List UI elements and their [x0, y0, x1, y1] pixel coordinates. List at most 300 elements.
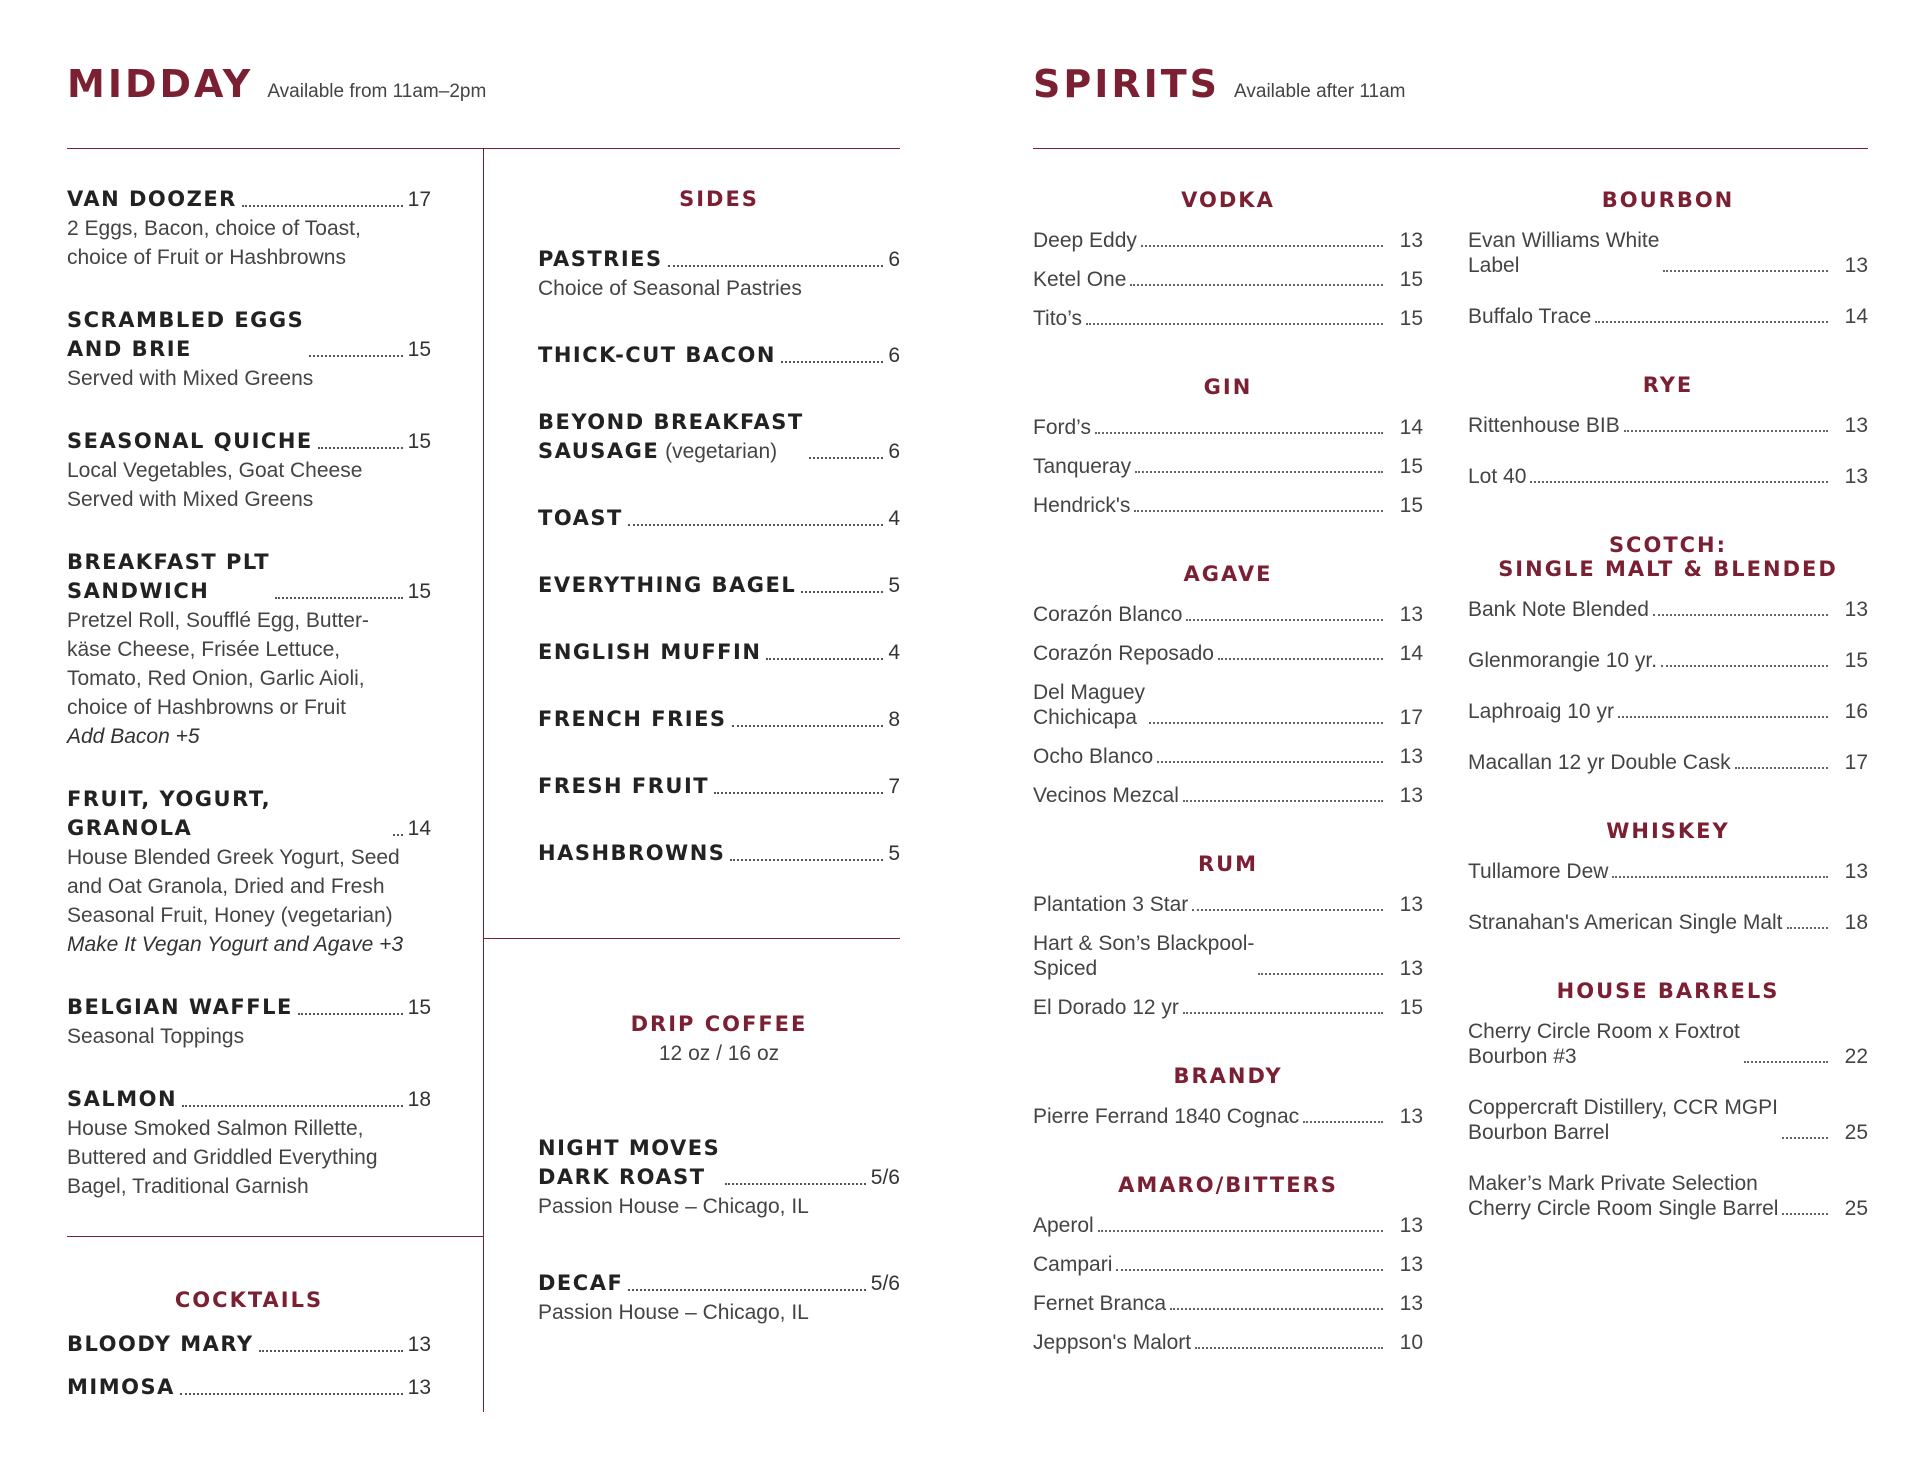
menu-item-line	[538, 1134, 900, 1192]
menu-item	[538, 772, 900, 801]
dot-leader	[309, 355, 402, 357]
spirit-price: 15	[1399, 307, 1423, 330]
menu-item	[67, 548, 431, 751]
menu-item-price: 15	[407, 338, 431, 361]
spirit-category	[1468, 979, 1868, 1221]
spirit-name: Ketel One	[1033, 268, 1127, 291]
menu-item-name-text: THICK-CUT BACON	[538, 343, 776, 367]
dot-leader	[1098, 1230, 1383, 1232]
spirit-price: 13	[1399, 1292, 1423, 1315]
menu-item	[538, 504, 900, 533]
menu-item	[538, 1134, 900, 1221]
menu-item-description: House Smoked Salmon Rillette, Buttered and Griddled Everything Bagel, Traditional Garnish	[67, 1117, 378, 1198]
menu-item-description: Passion House – Chicago, IL	[538, 1301, 809, 1324]
cocktails-rule	[67, 1236, 483, 1237]
menu-item-price: 4	[888, 641, 900, 664]
spirit-price: 16	[1844, 700, 1868, 723]
spirit-name: Buffalo Trace	[1468, 305, 1592, 328]
menu-item-line	[67, 993, 431, 1022]
dot-leader	[1618, 716, 1828, 718]
dot-leader	[182, 1105, 403, 1107]
spirit-category	[1468, 373, 1868, 489]
dot-leader	[1624, 430, 1828, 432]
dot-leader	[1192, 909, 1383, 911]
coffee-rule	[484, 938, 900, 939]
menu-item	[538, 571, 900, 600]
menu-item-name-text: BREAKFAST PLT SANDWICH	[67, 550, 271, 603]
dot-leader	[1661, 665, 1828, 667]
spirit-name: Macallan 12 yr Double Cask	[1468, 751, 1731, 774]
spirit-price: 14	[1399, 642, 1423, 665]
spirit-row	[1033, 306, 1423, 331]
spirit-category	[1033, 1064, 1423, 1129]
menu-item-price: 18	[407, 1088, 431, 1111]
spirit-row	[1468, 910, 1868, 935]
menu-item-line	[67, 1330, 431, 1359]
menu-item-description: Choice of Seasonal Pastries	[538, 277, 802, 300]
spirit-price: 13	[1844, 598, 1868, 621]
menu-item-price: 13	[407, 1376, 431, 1399]
spirit-row	[1468, 648, 1868, 673]
midday-items	[67, 185, 431, 1235]
menu-item-name-text: BLOODY MARY	[67, 1332, 254, 1356]
dot-leader	[732, 725, 884, 727]
dot-leader	[1086, 323, 1383, 325]
menu-item-name-text: TOAST	[538, 506, 623, 530]
spirit-price: 13	[1844, 254, 1868, 277]
spirit-row	[1033, 744, 1423, 769]
spirit-row	[1468, 1019, 1868, 1069]
spirit-name: Plantation 3 Star	[1033, 893, 1189, 916]
spirit-name: Lot 40	[1468, 465, 1527, 488]
menu-item	[538, 1269, 900, 1327]
dot-leader	[1303, 1121, 1383, 1123]
menu-item-price: 6	[888, 440, 900, 463]
spirit-name: Fernet Branca	[1033, 1292, 1167, 1315]
menu-item-name	[538, 638, 761, 667]
dot-leader	[730, 859, 883, 861]
spirit-name: Corazón Blanco	[1033, 603, 1183, 626]
menu-item-price: 15	[407, 430, 431, 453]
spirit-row	[1033, 1330, 1423, 1355]
coffee-section	[538, 1012, 900, 1375]
spirits-right-column	[1468, 188, 1868, 1265]
spirit-row	[1468, 699, 1868, 724]
midday-header	[67, 62, 486, 106]
spirit-row	[1468, 1095, 1868, 1145]
spirit-category	[1033, 188, 1423, 331]
spirit-category	[1033, 562, 1423, 808]
spirit-category	[1468, 533, 1868, 775]
dot-leader	[393, 834, 403, 836]
spirit-row	[1033, 602, 1423, 627]
spirit-name: Hart & Son’s Blackpool- Spiced	[1033, 932, 1255, 980]
menu-item	[67, 185, 431, 272]
spirit-category	[1033, 852, 1423, 1020]
spirit-row	[1033, 1104, 1423, 1129]
spirit-name: Deep Eddy	[1033, 229, 1137, 252]
menu-item-name	[538, 839, 725, 868]
spirit-name: Laphroaig 10 yr	[1468, 700, 1614, 723]
midday-title: MIDDAY	[67, 62, 254, 106]
spirit-price: 10	[1399, 1331, 1423, 1354]
menu-item-name	[538, 408, 804, 466]
menu-item-line	[67, 306, 431, 364]
menu-item-price: 15	[407, 996, 431, 1019]
spirit-row	[1468, 1171, 1868, 1221]
menu-item-price: 5	[888, 574, 900, 597]
spirit-price: 15	[1399, 455, 1423, 478]
spirit-price: 15	[1399, 996, 1423, 1019]
menu-item-name-text: PASTRIES	[538, 247, 663, 271]
spirit-category	[1468, 188, 1868, 329]
menu-item-description: Served with Mixed Greens	[67, 367, 314, 390]
menu-item-price: 17	[407, 188, 431, 211]
spirit-row	[1033, 680, 1423, 730]
menu-item	[538, 408, 900, 466]
spirit-category-title: BRANDY	[1173, 1064, 1283, 1088]
dot-leader	[1735, 767, 1828, 769]
spirit-name: Stranahan's American Single Malt	[1468, 911, 1783, 934]
spirit-price: 13	[1399, 229, 1423, 252]
dot-leader	[1183, 800, 1383, 802]
menu-item	[67, 306, 431, 393]
menu-item-price: 15	[407, 580, 431, 603]
spirit-row	[1033, 267, 1423, 292]
dot-leader	[714, 792, 883, 794]
spirit-price: 13	[1399, 893, 1423, 916]
coffee-title: DRIP COFFEE	[630, 1012, 808, 1036]
spirit-category-title: BOURBON	[1601, 188, 1735, 212]
menu-item-name	[67, 185, 237, 214]
spirit-name: El Dorado 12 yr	[1033, 996, 1179, 1019]
menu-item-name	[538, 705, 727, 734]
spirit-row	[1033, 1213, 1423, 1238]
menu-item-description: House Blended Greek Yogurt, Seed and Oat Granola, Dried and Fresh Seasonal Fruit, Honey (vegetarian)	[67, 846, 400, 927]
spirit-name: Bank Note Blended	[1468, 598, 1649, 621]
sides-list	[538, 245, 900, 868]
menu-item	[67, 1085, 431, 1201]
dot-leader	[275, 597, 403, 599]
menu-item-line	[538, 504, 900, 533]
spirit-price: 13	[1399, 1214, 1423, 1237]
dot-leader	[781, 361, 883, 363]
cocktails-list	[67, 1330, 431, 1402]
spirit-name: Ford’s	[1033, 416, 1091, 439]
dot-leader	[809, 457, 884, 459]
menu-item-name-text: VAN DOOZER	[67, 187, 237, 211]
dot-leader	[1653, 614, 1828, 616]
spirit-row	[1033, 995, 1423, 1020]
menu-item-description: 2 Eggs, Bacon, choice of Toast, choice of Fruit or Hashbrowns	[67, 217, 361, 269]
dot-leader	[725, 1183, 866, 1185]
menu-item-line	[538, 638, 900, 667]
spirit-name: Pierre Ferrand 1840 Cognac	[1033, 1105, 1300, 1128]
menu-item-name	[67, 548, 270, 606]
menu-item-line	[538, 772, 900, 801]
dot-leader	[801, 591, 883, 593]
spirit-name: Coppercraft Distillery, CCR MGPI Bourbon Barrel	[1468, 1096, 1778, 1144]
spirit-row	[1468, 859, 1868, 884]
spirit-row	[1033, 415, 1423, 440]
dot-leader	[1530, 481, 1828, 483]
spirit-category-title: RUM	[1197, 852, 1259, 876]
menu-item	[67, 993, 431, 1051]
menu-item-name	[538, 571, 796, 600]
menu-item-line	[538, 839, 900, 868]
menu-item-name	[538, 341, 776, 370]
menu-item-name	[67, 427, 313, 456]
spirit-category-title: RYE	[1642, 373, 1694, 397]
menu-item-price: 5/6	[870, 1166, 900, 1189]
spirit-row	[1033, 454, 1423, 479]
menu-item-name	[538, 772, 709, 801]
dot-leader	[1095, 432, 1383, 434]
spirit-row	[1468, 750, 1868, 775]
dot-leader	[1218, 658, 1383, 660]
menu-item-line	[67, 1085, 431, 1114]
spirit-category-title: HOUSE BARRELS	[1556, 979, 1780, 1003]
menu-item-name-text: HASHBROWNS	[538, 841, 726, 865]
menu-item-description: Pretzel Roll, Soufflé Egg, Butter- käse Cheese, Frisée Lettuce, Tomato, Red Onion, Garlic Aioli, choice of Hashbrowns or Fruit	[67, 609, 369, 719]
spirit-price: 17	[1399, 706, 1423, 729]
dot-leader	[1183, 1012, 1383, 1014]
spirit-price: 13	[1399, 603, 1423, 626]
dot-leader	[1612, 876, 1828, 878]
menu-item-name-text: FRESH FRUIT	[538, 774, 710, 798]
spirit-row	[1033, 892, 1423, 917]
menu-item-line	[538, 571, 900, 600]
menu-item-price: 5	[888, 842, 900, 865]
spirit-category	[1033, 1173, 1423, 1355]
dot-leader	[1744, 1061, 1828, 1063]
menu-item-price: 5/6	[870, 1272, 900, 1295]
spirit-price: 13	[1399, 1105, 1423, 1128]
dot-leader	[1663, 270, 1828, 272]
spirit-price: 13	[1844, 860, 1868, 883]
menu-item-price: 4	[888, 507, 900, 530]
spirit-category-title: AGAVE	[1183, 562, 1273, 586]
cocktails-title: COCKTAILS	[174, 1288, 324, 1312]
spirit-name: Aperol	[1033, 1214, 1094, 1237]
spirit-price: 25	[1844, 1121, 1868, 1144]
menu-item-description: Passion House – Chicago, IL	[538, 1195, 809, 1218]
dot-leader	[668, 265, 884, 267]
dot-leader	[1134, 510, 1383, 512]
spirit-category-title: AMARO/BITTERS	[1118, 1173, 1338, 1197]
cocktails-section	[67, 1288, 431, 1416]
spirit-row	[1033, 783, 1423, 808]
spirit-row	[1033, 1252, 1423, 1277]
spirit-price: 22	[1844, 1045, 1868, 1068]
spirit-name: Ocho Blanco	[1033, 745, 1154, 768]
menu-item-addon: Make It Vegan Yogurt and Agave +3	[67, 933, 404, 956]
spirit-row	[1033, 228, 1423, 253]
spirit-name: Glenmorangie 10 yr.	[1468, 649, 1658, 672]
dot-leader	[1170, 1308, 1383, 1310]
spirit-price: 17	[1844, 751, 1868, 774]
menu-item-name	[67, 1373, 175, 1402]
menu-item-name	[67, 785, 388, 843]
spirit-price: 15	[1844, 649, 1868, 672]
menu-item-name	[538, 504, 623, 533]
menu-item	[67, 1373, 431, 1402]
menu-item-name	[67, 1330, 254, 1359]
spirit-row	[1033, 493, 1423, 518]
spirit-category-title: VODKA	[1181, 188, 1275, 212]
menu-item-line	[538, 341, 900, 370]
menu-item	[67, 427, 431, 514]
dot-leader	[1186, 619, 1383, 621]
spirits-subtitle: Available after 11am	[1234, 81, 1406, 102]
dot-leader	[1135, 471, 1383, 473]
menu-item-name-text: BELGIAN WAFFLE	[67, 995, 293, 1019]
menu-item-name	[67, 993, 293, 1022]
spirit-category-title: WHISKEY	[1606, 819, 1730, 843]
menu-item-note: (vegetarian)	[659, 440, 778, 463]
spirit-row	[1468, 304, 1868, 329]
menu-item	[538, 341, 900, 370]
dot-leader	[1157, 761, 1383, 763]
dot-leader	[1116, 1269, 1383, 1271]
menu-item	[538, 245, 900, 303]
menu-item	[67, 1330, 431, 1359]
spirit-price: 13	[1399, 957, 1423, 980]
spirit-name: Tanqueray	[1033, 455, 1132, 478]
spirits-left-column	[1033, 188, 1423, 1399]
menu-item-name-text: FRENCH FRIES	[538, 707, 727, 731]
menu-item-name-text: NIGHT MOVES DARK ROAST	[538, 1136, 721, 1189]
spirit-row	[1033, 641, 1423, 666]
menu-item-name-text: EVERYTHING BAGEL	[538, 573, 797, 597]
dot-leader	[1782, 1137, 1828, 1139]
spirit-category	[1468, 819, 1868, 935]
dot-leader	[1595, 321, 1828, 323]
menu-item-name	[67, 1085, 177, 1114]
menu-item-name-text: FRUIT, YOGURT, GRANOLA	[67, 787, 272, 840]
dot-leader	[1787, 927, 1828, 929]
menu-item-line	[67, 785, 431, 843]
menu-item-name-text: MIMOSA	[67, 1375, 175, 1399]
midday-column-divider	[483, 148, 484, 1412]
menu-item	[538, 839, 900, 868]
spirit-price: 25	[1844, 1197, 1868, 1220]
menu-item-line	[67, 427, 431, 456]
dot-leader	[766, 658, 883, 660]
menu-item-line	[538, 705, 900, 734]
dot-leader	[1149, 722, 1383, 724]
spirit-name: Jeppson's Malort	[1033, 1331, 1192, 1354]
spirit-row	[1033, 931, 1423, 981]
dot-leader	[1195, 1347, 1383, 1349]
menu-item-name-text: SCRAMBLED EGGS AND BRIE	[67, 308, 305, 361]
menu-item-description: Seasonal Toppings	[67, 1025, 245, 1048]
menu-item-line	[67, 185, 431, 214]
spirit-name: Corazón Reposado	[1033, 642, 1214, 665]
dot-leader	[1130, 284, 1383, 286]
menu-item-name-text: BEYOND BREAKFAST SAUSAGE	[538, 410, 804, 463]
menu-item-line	[538, 1269, 900, 1298]
menu-item-name	[67, 306, 304, 364]
spirit-price: 13	[1399, 784, 1423, 807]
spirit-name: Hendrick's	[1033, 494, 1131, 517]
spirit-price: 13	[1399, 745, 1423, 768]
dot-leader	[1141, 245, 1383, 247]
spirit-row	[1468, 597, 1868, 622]
menu-item-name	[538, 1269, 623, 1298]
dot-leader	[628, 1289, 866, 1291]
spirit-price: 15	[1399, 268, 1423, 291]
spirit-name: Cherry Circle Room x Foxtrot Bourbon #3	[1468, 1020, 1740, 1068]
midday-subtitle: Available from 11am–2pm	[267, 81, 487, 102]
spirit-name: Tito’s	[1033, 307, 1083, 330]
spirit-name: Campari	[1033, 1253, 1113, 1276]
menu-item-price: 13	[407, 1333, 431, 1356]
spirit-row	[1468, 413, 1868, 438]
spirit-price: 14	[1844, 305, 1868, 328]
dot-leader	[1782, 1213, 1828, 1215]
dot-leader	[628, 524, 883, 526]
spirit-row	[1468, 228, 1868, 278]
dot-leader	[1258, 973, 1383, 975]
spirit-name: Maker’s Mark Private Selection Cherry Circle Room Single Barrel	[1468, 1172, 1779, 1220]
menu-item-name-text: SALMON	[67, 1087, 178, 1111]
spirit-category-title: GIN	[1203, 375, 1253, 399]
spirit-price: 13	[1844, 414, 1868, 437]
spirit-row	[1033, 1291, 1423, 1316]
menu-item	[538, 638, 900, 667]
spirits-top-rule	[1033, 148, 1868, 149]
spirit-name: Rittenhouse BIB	[1468, 414, 1620, 437]
spirits-title: SPIRITS	[1033, 62, 1221, 106]
spirit-price: 13	[1399, 1253, 1423, 1276]
menu-item-name-text: ENGLISH MUFFIN	[538, 640, 762, 664]
menu-item-price: 8	[888, 708, 900, 731]
menu-item-price: 6	[888, 248, 900, 271]
spirit-name: Tullamore Dew	[1468, 860, 1609, 883]
menu-item-name-text: DECAF	[538, 1271, 624, 1295]
dot-leader	[180, 1393, 403, 1395]
menu-item-name	[538, 1134, 720, 1192]
dot-leader	[298, 1013, 403, 1015]
spirit-name: Vecinos Mezcal	[1033, 784, 1179, 807]
coffee-subtitle: 12 oz / 16 oz	[658, 1042, 780, 1065]
menu-item-line	[538, 408, 900, 466]
dot-leader	[318, 447, 403, 449]
dot-leader	[242, 205, 403, 207]
spirit-name: Del Maguey Chichicapa	[1033, 681, 1146, 729]
menu-item-line	[538, 245, 900, 274]
menu-item-name	[538, 245, 663, 274]
sides-title: SIDES	[679, 187, 759, 211]
menu-item-line	[67, 548, 431, 606]
spirit-name: Evan Williams White Label	[1468, 229, 1660, 277]
spirit-price: 13	[1844, 465, 1868, 488]
spirit-price: 18	[1844, 911, 1868, 934]
coffee-list	[538, 1134, 900, 1327]
spirit-price: 15	[1399, 494, 1423, 517]
menu-item-description: Local Vegetables, Goat Cheese Served with Mixed Greens	[67, 459, 363, 511]
menu-item-price: 7	[888, 775, 900, 798]
spirit-row	[1468, 464, 1868, 489]
menu-item-line	[67, 1373, 431, 1402]
sides-section	[538, 187, 900, 906]
dot-leader	[259, 1350, 403, 1352]
menu-item-name-text: SEASONAL QUICHE	[67, 429, 313, 453]
spirit-category-title: SCOTCH: SINGLE MALT & BLENDED	[1498, 533, 1838, 581]
menu-item-addon: Add Bacon +5	[67, 725, 200, 748]
menu-item-price: 14	[407, 817, 431, 840]
